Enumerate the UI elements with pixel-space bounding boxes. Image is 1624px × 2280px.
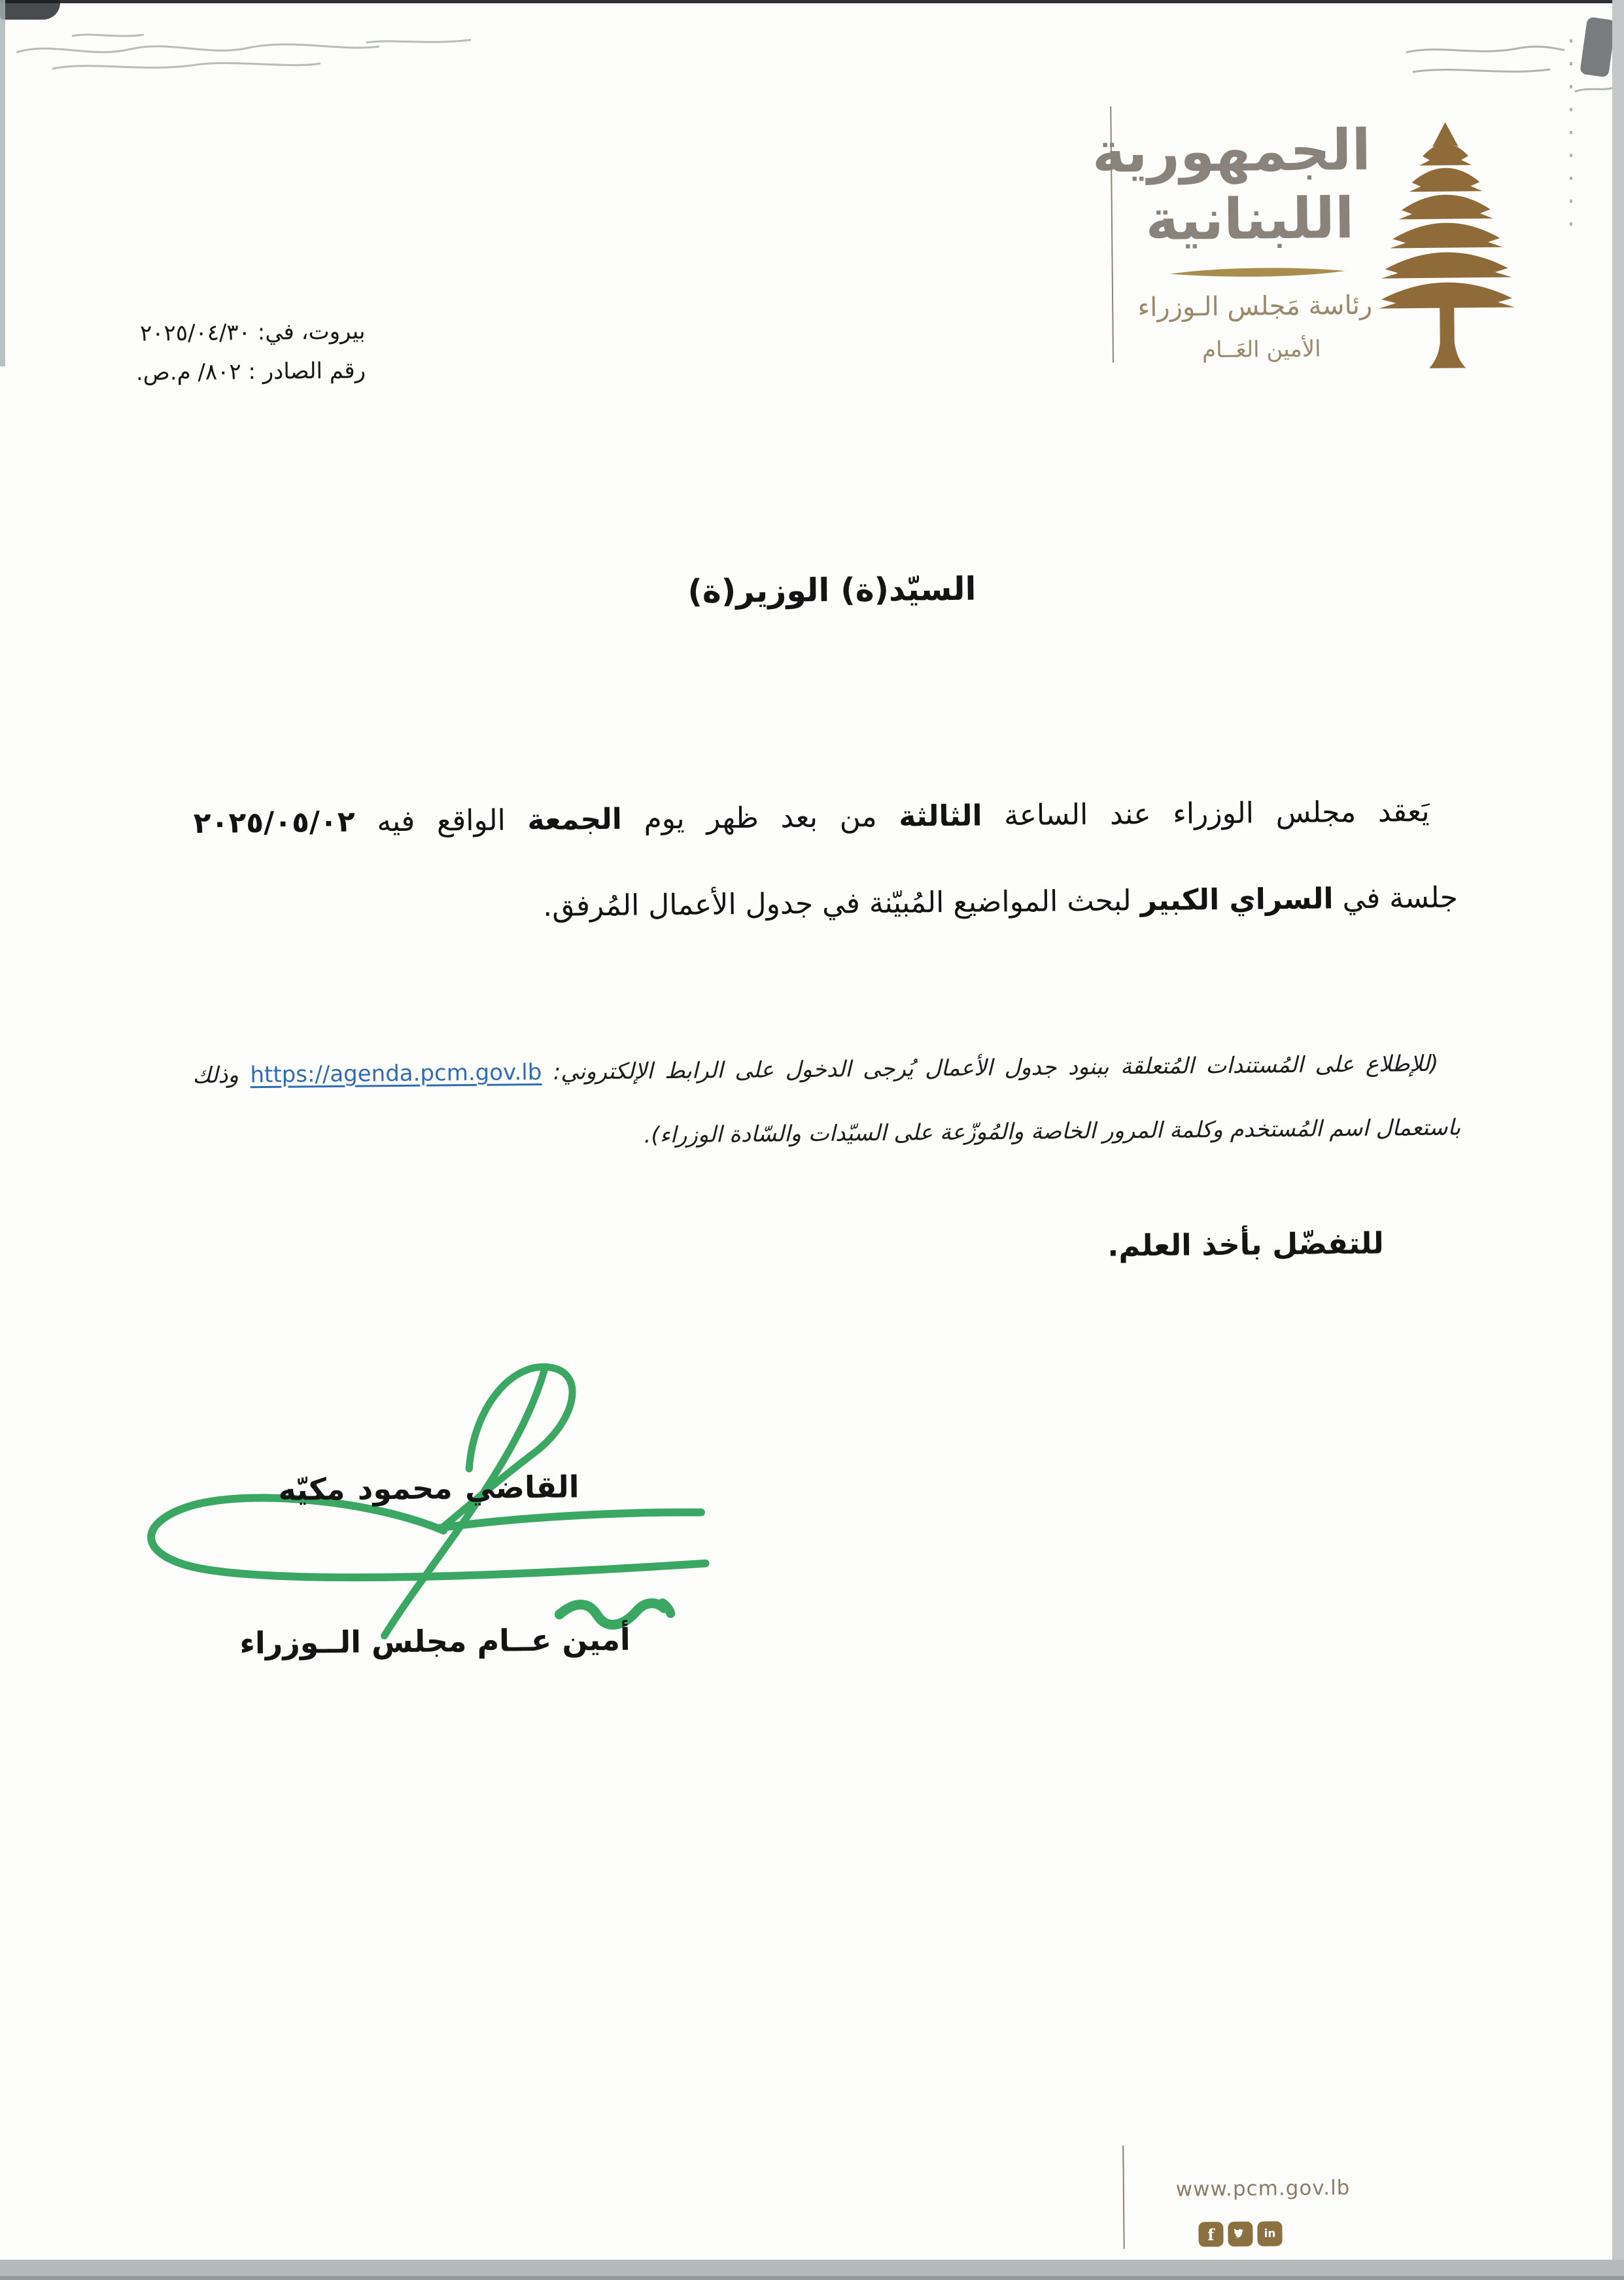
body-text: الواقع فيه: [354, 803, 528, 839]
closing-line: للتفضّل بأخذ العلم.: [1107, 1225, 1384, 1263]
footer-social-icons: [1198, 2221, 1282, 2247]
body-text: من بعد ظهر يوم: [621, 799, 899, 836]
scan-edge-bottom-line: [0, 2276, 1624, 2280]
scan-edge-right: [1612, 0, 1624, 2280]
secretary-general-line: الأمين العَــام: [1201, 336, 1321, 364]
meta-block: [135, 311, 366, 392]
republic-line-2: اللبنانية: [1145, 185, 1355, 254]
agenda-note-line-2: باستعمال اسم المُستخدم وكلمة المرور الخاصة والمُوزّعة على السيّدات والسّادة الوزراء).: [644, 1114, 1461, 1149]
body-line-1: [193, 795, 1429, 840]
footer-website: www.pcm.gov.lb: [1175, 2176, 1351, 2201]
scan-scribbles-top-right: [1400, 13, 1615, 242]
outgoing-number-line: رقم الصادر : ٨٠٢/ م.ص.: [135, 357, 366, 386]
scan-edge-left: [0, 0, 5, 366]
twitter-icon[interactable]: [1228, 2222, 1253, 2247]
agenda-url-link[interactable]: https://agenda.pcm.gov.lb: [250, 1059, 542, 1089]
presidency-line: رئاسة مَجلس الـوزراء: [1137, 290, 1373, 323]
body-text: يَعقد مجلس الوزراء عند الساعة: [982, 794, 1430, 833]
swoosh-divider-icon: [1169, 264, 1347, 282]
day-emphasis: الجمعة: [527, 802, 623, 837]
linkedin-icon[interactable]: in: [1257, 2221, 1282, 2246]
footer-divider: [1122, 2145, 1125, 2249]
republic-calligraphy: [1092, 116, 1372, 255]
agenda-note-line-1: [192, 1051, 1438, 1089]
city-date-line: بيروت، في: ٢٠٢٥/٠٤/٣٠: [139, 318, 366, 347]
time-emphasis: الثالثة: [899, 799, 982, 833]
body-line-2: [543, 881, 1459, 923]
republic-line-1: الجمهورية: [1092, 117, 1372, 186]
note-text: (للإطلاع على المُستندات المُتعلقة ببنود جدول الأعمال يُرجى الدخول على الرابط الإلكتروني:: [542, 1050, 1439, 1085]
session-date: ٢٠٢٥/٠٥/٠٢: [193, 805, 355, 841]
venue-emphasis: السراي الكبير: [1140, 882, 1334, 918]
note-text: وذلك: [192, 1062, 251, 1089]
salutation: السيّد(ة) الوزير(ة): [687, 570, 976, 610]
signer-title: أمين عــام مجلس الــوزراء: [239, 1621, 631, 1661]
scan-mark-top-left: [0, 0, 60, 20]
body-text: جلسة في: [1333, 881, 1459, 916]
facebook-icon[interactable]: f: [1198, 2222, 1223, 2247]
scan-edge-top: [0, 0, 1624, 3]
body-text: لبحث المواضيع المُبيّنة في جدول الأعمال المُرفق.: [543, 884, 1141, 923]
signer-name: القاضي محمود مكيّه: [278, 1469, 579, 1507]
scan-scribbles-top-left: [13, 23, 477, 85]
